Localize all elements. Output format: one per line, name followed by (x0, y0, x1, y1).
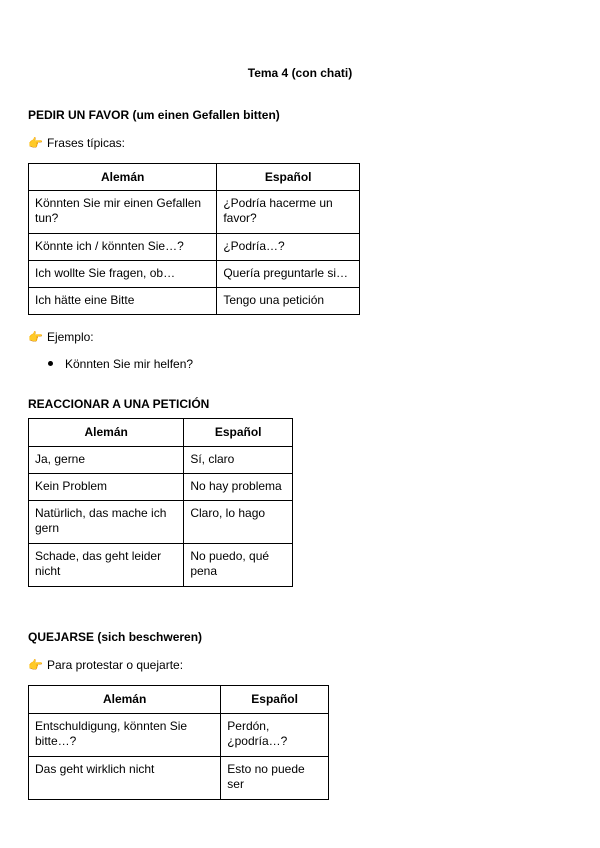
pointing-hand-icon: 👉 (28, 136, 43, 150)
note-text: Para protestar o quejarte: (46, 658, 184, 672)
table-header-row (29, 164, 360, 191)
table-pedir-favor (28, 163, 360, 315)
page-title: Tema 4 (con chati) (247, 66, 353, 80)
cell-espanol: Perdón, ¿podría…? (221, 714, 329, 757)
table-row (29, 501, 293, 544)
cell-espanol: Esto no puede ser (221, 757, 329, 800)
pointing-hand-icon: 👉 (28, 330, 43, 344)
table-row (29, 191, 360, 234)
section-heading-reaccionar: REACCIONAR A UNA PETICIÓN (28, 397, 210, 411)
list-item-text: Könnten Sie mir helfen? (65, 357, 194, 371)
cell-espanol: Tengo una petición (217, 288, 360, 315)
note-ejemplo (28, 330, 94, 344)
cell-aleman: Könnten Sie mir einen Gefallen tun? (29, 191, 217, 234)
cell-espanol: No puedo, qué pena (184, 544, 293, 587)
table-header-row (29, 419, 293, 447)
table-row (29, 714, 329, 757)
table-row (29, 288, 360, 315)
header-aleman: Alemán (29, 419, 184, 447)
note-frases-tipicas (28, 136, 125, 150)
cell-aleman: Entschuldigung, könnten Sie bitte…? (29, 714, 221, 757)
table-row (29, 474, 293, 501)
table-reaccionar (28, 418, 293, 587)
cell-aleman: Kein Problem (29, 474, 184, 501)
cell-espanol: ¿Podría hacerme un favor? (217, 191, 360, 234)
list-item (48, 357, 193, 371)
table-row (29, 757, 329, 800)
section-heading-pedir-favor: PEDIR UN FAVOR (um einen Gefallen bitten) (28, 108, 280, 122)
cell-aleman: Ich wollte Sie fragen, ob… (29, 261, 217, 288)
section-heading-quejarse: QUEJARSE (sich beschweren) (28, 630, 203, 644)
table-row (29, 261, 360, 288)
note-protestar (28, 658, 183, 672)
cell-aleman: Natürlich, das mache ich gern (29, 501, 184, 544)
table-header-row (29, 686, 329, 714)
cell-espanol: Quería preguntarle si… (217, 261, 360, 288)
cell-aleman: Ich hätte eine Bitte (29, 288, 217, 315)
table-row (29, 544, 293, 587)
table-quejarse (28, 685, 329, 800)
header-aleman: Alemán (29, 164, 217, 191)
cell-espanol: Sí, claro (184, 447, 293, 474)
header-espanol: Español (221, 686, 329, 714)
cell-espanol: Claro, lo hago (184, 501, 293, 544)
table-row (29, 234, 360, 261)
pointing-hand-icon: 👉 (28, 658, 43, 672)
cell-espanol: ¿Podría…? (217, 234, 360, 261)
cell-aleman: Schade, das geht leider nicht (29, 544, 184, 587)
header-aleman: Alemán (29, 686, 221, 714)
cell-aleman: Das geht wirklich nicht (29, 757, 221, 800)
cell-espanol: No hay problema (184, 474, 293, 501)
header-espanol: Español (217, 164, 360, 191)
cell-aleman: Könnte ich / könnten Sie…? (29, 234, 217, 261)
note-text: Frases típicas: (46, 136, 125, 150)
note-text: Ejemplo: (46, 330, 94, 344)
table-row (29, 447, 293, 474)
cell-aleman: Ja, gerne (29, 447, 184, 474)
header-espanol: Español (184, 419, 293, 447)
bullet-icon (48, 361, 53, 366)
